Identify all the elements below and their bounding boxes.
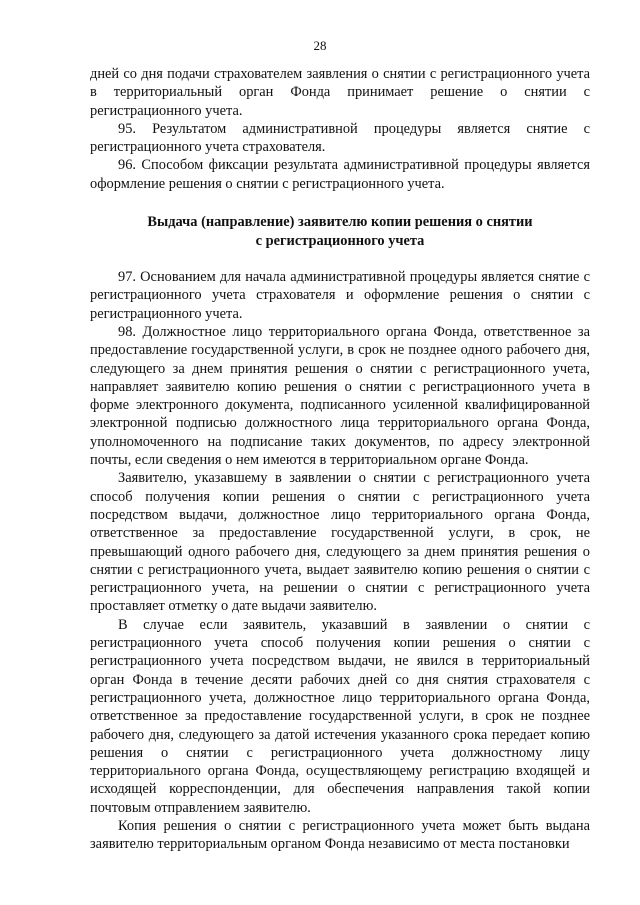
paragraph-continued: дней со дня подачи страхователем заявления о снятии с регистрационного учета в территориальный орган Фонда принимает решение о снятии с регистрационного учета. xyxy=(90,66,590,119)
paragraph-95: 95. Результатом административной процедуры является снятие с регистрационного учета страхователя. xyxy=(90,120,590,156)
paragraph-97: 97. Основанием для начала административной процедуры является снятие с регистрационного учета страхователя и оформление решения о снятии с регистрационного учета. xyxy=(90,269,590,322)
paragraph-96: 96. Способом фиксации результата административной процедуры является оформление решения о снятии с регистрационного учета. xyxy=(90,157,590,192)
paragraph-98-no-show: В случае если заявитель, указавший в заявлении о снятии с регистрационного учета способ получения копии решения о снятии с регистрационного учета посредством выдачи, не явился в территориальный орган Фонда в течение десяти рабочих дней со дня снятия страхователя с регистрационного учета, должностное лицо территориального органа Фонда, ответственное за предоставление государственной услуги, в срок не позднее рабочего дня, следующего за датой истечения указанного срока передает копию решения о снятии с регистрационного учета должностному лицу территориального органа Фонда, осуществляющему регистрацию входящей и исходящей корреспонденции, для обеспечения направления такой копии почтовым отправлением заявителю. xyxy=(90,616,590,816)
section-heading-line-1: Выдача (направление) заявителю копии решения о снятии xyxy=(147,214,533,231)
paragraph-98-copy-issue: Копия решения о снятии с регистрационного учета может быть выдана заявителю территориальным органом Фонда независимо от места постановки xyxy=(90,817,590,853)
document-body xyxy=(90,65,590,854)
page-number: 28 xyxy=(313,38,327,53)
paragraph-98-applicant-pickup: Заявителю, указавшему в заявлении о снятии с регистрационного учета способ получения копии решения о снятии с регистрационного учета посредством выдачи, должностное лицо территориального органа Фонда, ответственное за предоставление государственной услуги, в срок, не превышающий одного рабочего дня, следующего за днем принятия решения о снятии с регистрационного учета, выдает заявителю копию решения о снятии с регистрационного учета, на решении о снятии с регистрационного учета проставляет отметку о дате выдачи заявителю. xyxy=(90,470,590,615)
section-heading-line-2: с регистрационного учета xyxy=(255,233,425,250)
section-heading xyxy=(90,213,590,251)
paragraph-98: 98. Должностное лицо территориального органа Фонда, ответственное за предоставление государственной услуги, в срок не позднее одного рабочего дня, следующего за днем принятия решения о снятии с регистрационного учета, направляет заявителю копию решения о снятии с регистрационного учета в форме электронного документа, подписанного усиленной квалифицированной электронной подписью должностного лица территориального органа Фонда, уполномоченного на подписание таких документов, по адресу электронной почты, если сведения о нем имеются в территориальном органе Фонда. xyxy=(90,323,590,469)
